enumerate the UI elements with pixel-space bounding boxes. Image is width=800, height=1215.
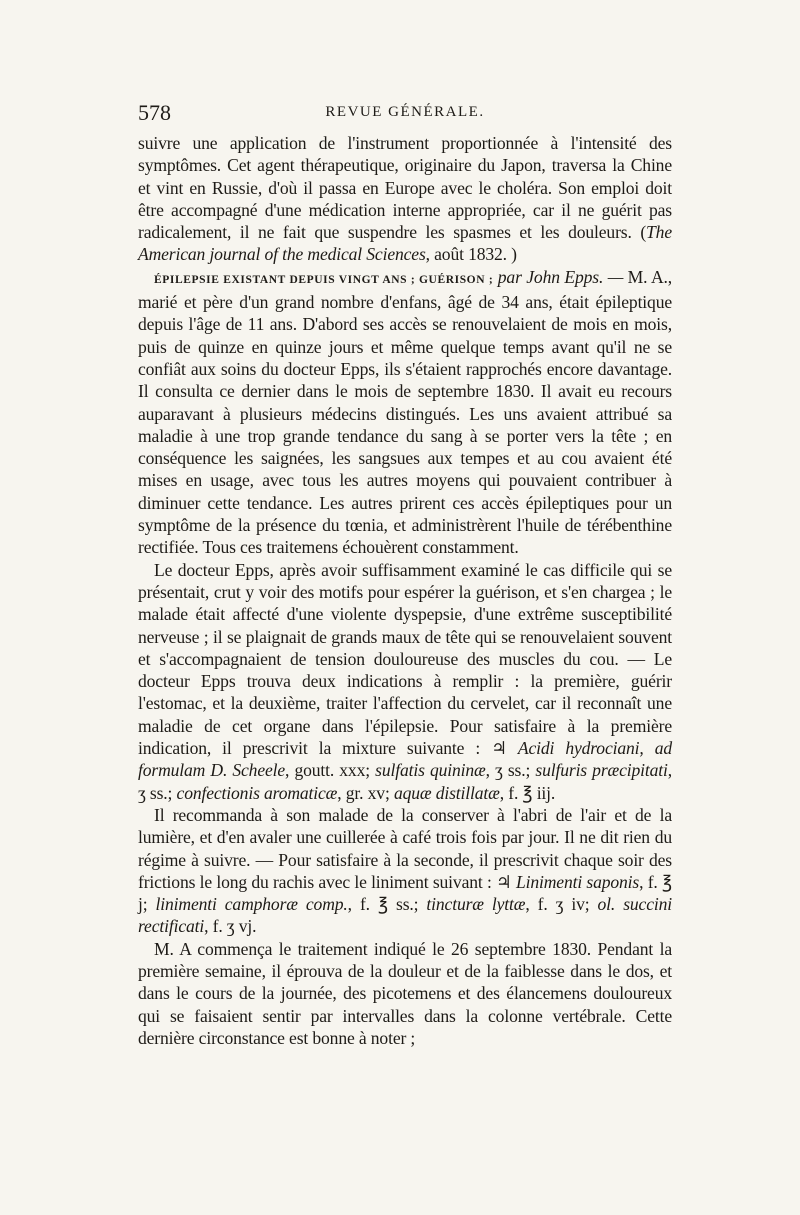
prescription-item: ol. succini rectificati <box>138 894 672 937</box>
section-byline: par John Epps. — <box>493 266 624 287</box>
prescription-item: confectionis aromaticæ <box>176 782 338 803</box>
paragraph-5 <box>138 938 672 1049</box>
prescription-item: Linimenti saponis <box>515 871 640 892</box>
paragraph-4 <box>138 804 672 938</box>
prescription-item: tincturæ lyttæ <box>426 894 526 915</box>
prescription-item: sulfuris præcipitati <box>535 760 668 781</box>
text-run: , f. ℥ iij. <box>499 782 556 803</box>
text-run: , ʒ ss.; <box>138 760 672 803</box>
text-run: , f. ʒ vj. <box>204 916 257 937</box>
citation-date: , août 1832. ) <box>425 244 517 265</box>
citation-source: The American journal of the medical Sciences <box>138 222 672 265</box>
paragraph-2 <box>138 266 672 559</box>
page-number: 578 <box>138 100 171 125</box>
prescription-item: aquæ distillatæ <box>393 782 500 803</box>
body-text <box>138 132 672 1049</box>
running-head: REVUE GÉNÉRALE. <box>325 104 485 120</box>
text-run: , f. ℥ ss.; <box>347 894 427 915</box>
prescription-item: Acidi hydrociani, ad formulam D. Scheele <box>138 738 672 781</box>
text-run: , f. ℥ j; <box>138 871 672 915</box>
paragraph-text: M. A commença le traitement indiqué le 26 septembre 1830. Pendant la première semaine, il éprouva de la douleur et de la faiblesse dans le dos, et dans le cours de la journée, des picotemens et des élancemens douloureux qui se faisaient sentir par intervalles dans la colonne vertébrale. Cette dernière circonstance est bonne à noter ; <box>138 938 672 1048</box>
paragraph-3 <box>138 559 672 804</box>
prescription-item: sulfatis quininæ <box>375 760 486 781</box>
paragraph-text: suivre une application de l'instrument proportionnée à l'intensité des symptômes. Cet agent thérapeutique, originaire du Japon, traversa la Chine et vint en Russie, d'où il passa en Europe avec le choléra. Son emploi doit être accompagné d'une médication interne appropriée, car il ne guérit pas radicalement, il ne fait que suspendre les spasmes et les douleurs. ( <box>138 133 672 243</box>
section-heading: ÉPILEPSIE EXISTANT DEPUIS VINGT ANS ; GUÉRISON ; <box>154 273 494 286</box>
text-run: , gr. xv; <box>337 782 394 803</box>
page-header <box>138 100 672 128</box>
text-run: Le docteur Epps, après avoir suffisamment examiné le cas difficile qui se présentait, crut y voir des motifs pour espérer la guérison, et s'en chargea ; le malade était affecté d'une violente dyspepsie, d'une extrême susceptibilité nerveuse ; il se plaignait de grands maux de tête qui se renouvelaient souvent et s'accompagnaient de tension douloureuse des muscles du cou. — Le docteur Epps trouva deux indications à remplir : la première, guérir l'estomac, et la deuxième, traiter l'affection du cervelet, car il reconnaît une maladie de cet organe dans l'épilepsie. Pour satisfaire à la première indication, il prescrivit la mixture suivante : ♃ <box>138 559 672 759</box>
paragraph-text: M. A., marié et père d'un grand nombre d'enfans, âgé de 34 ans, était épileptique depuis l'âge de 11 ans. D'abord ses accès se renouvelaient de mois en mois, puis de quinze en quinze jours et même quelque temps avant qu'il ne se confiât aux soins du docteur Epps, ils s'étaient rapprochés encore davantage. Il consulta ce dernier dans le mois de septembre 1830. Il avait eu recours auparavant à plusieurs médecins distingués. Les uns avaient attribué sa maladie à une trop grande tendance du sang à se porter vers la tête ; en conséquence les saignées, les sangsues aux tempes et au cou avaient été mises en usage, avec tous les autres moyens qui pouvaient contribuer à diminuer cette tendance. Les autres prirent ces accès épileptiques pour un symptôme de la présence du tœnia, et administrèrent l'huile de térébenthine rectifiée. Tous ces traitemens échouèrent constamment. <box>138 266 672 558</box>
text-run: , ʒ ss.; <box>485 760 536 781</box>
text-run: , goutt. xxx; <box>285 760 376 781</box>
prescription-item: linimenti camphoræ comp. <box>155 894 348 915</box>
text-run: , f. ʒ iv; <box>525 894 598 915</box>
paragraph-1 <box>138 132 672 266</box>
text-run: Il recommanda à son malade de la conserver à l'abri de l'air et de la lumière, et d'en avaler une cuillerée à café trois fois par jour. Il ne dit rien du régime à suivre. — Pour satisfaire à la seconde, il prescrivit chaque soir des frictions le long du rachis avec le liniment suivant : ♃ <box>138 804 672 892</box>
